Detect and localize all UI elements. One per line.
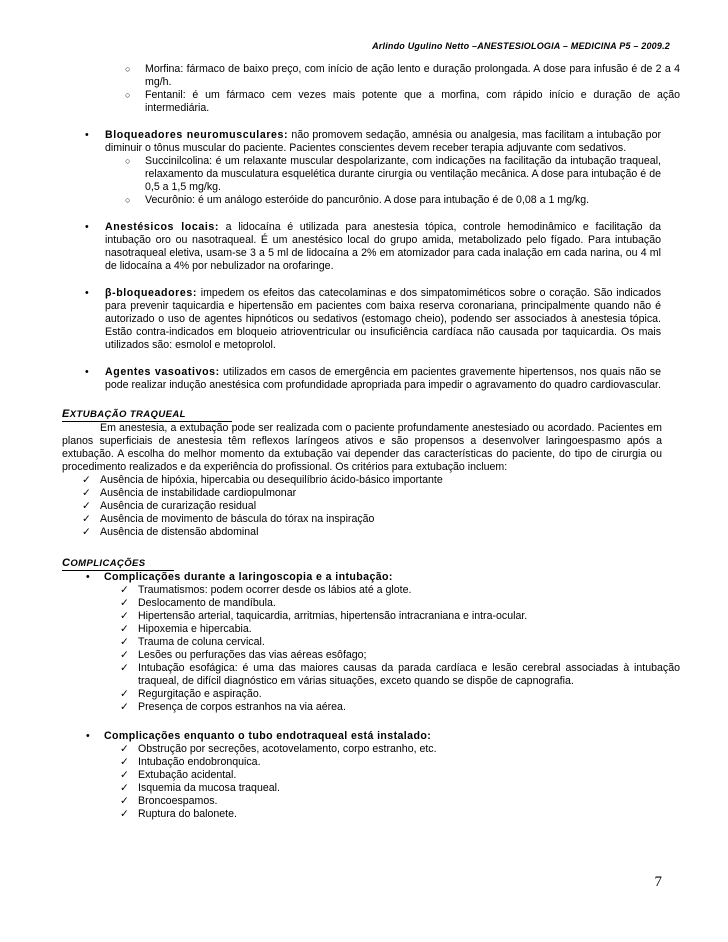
sub-item-text: Vecurônio: é um análogo esteróide do pancurônio. A dose para intubação é de 0,08 a 1 mg/kg.	[145, 194, 590, 206]
complication-item: ✓ Ruptura do balonete.	[120, 808, 237, 820]
section-extubacao	[62, 408, 662, 539]
checkmark-icon: ✓	[120, 795, 129, 807]
checkmark-icon: ✓	[120, 769, 129, 781]
criteria-item: ✓ Ausência de curarização residual	[82, 500, 257, 512]
checkmark-icon: ✓	[120, 756, 129, 768]
complication-item: ✓ Broncoespamos.	[120, 795, 218, 807]
checkmark-icon: ✓	[120, 662, 129, 674]
checkmark-icon: ✓	[120, 808, 129, 820]
checkmark-icon: ✓	[120, 782, 129, 794]
criteria-item: ✓ Ausência de hipóxia, hipercabia ou desequilíbrio ácido-básico importante	[82, 474, 443, 486]
sub-item-vecuronio	[125, 194, 661, 207]
complication-group-title: • Complicações durante a laringoscopia e a intubação:	[86, 571, 393, 583]
bullet-text: utilizados em casos de emergência em pacientes gravemente hipertensos, nos quais não se pode realizar indução anestésica com profundidade apropriada para impedir o agravamento do quadro cardiovascular.	[105, 366, 661, 391]
bullet-term: Bloqueadores neuromusculares:	[105, 129, 289, 141]
circle-bullet-icon: ○	[125, 90, 131, 100]
bullet-anestesicos-locais	[85, 221, 661, 273]
complication-item: ✓ Lesões ou perfurações das vias aéreas esôfago;	[120, 649, 367, 661]
sub-item-text: Morfina: fármaco de baixo preço, com início de ação lento e duração prolongada. A dose para infusão é de 2 a 4 mg/h.	[145, 63, 680, 88]
checkmark-icon: ✓	[120, 610, 129, 622]
bullet-icon: •	[86, 730, 91, 742]
checkmark-icon: ✓	[120, 649, 129, 661]
checkmark-icon: ✓	[120, 584, 129, 596]
bullet-icon: •	[85, 287, 89, 299]
bullet-term: Anestésicos locais:	[105, 221, 220, 233]
complication-item: ✓ Traumatismos: podem ocorrer desde os lábios até a glote.	[120, 584, 412, 596]
checkmark-icon: ✓	[82, 513, 91, 525]
bullet-text: impedem os efeitos das catecolaminas e dos simpatomiméticos sobre o coração. São indicados para prevenir taquicardia e hipertensão em pacientes com baixa reserva coronariana, principalmente quando não é autorizado o uso de agentes hipnóticos ou sedativos (estomago cheio), podendo ser associados à anestesia tópica. Estão contra-indicados em bloqueio atrioventricular ou insuficiência cardíaca não causada por taquicardia. Os mais utilizados são: esmolol e metoprolol.	[105, 287, 661, 351]
bullet-icon: •	[85, 221, 89, 233]
checkmark-icon: ✓	[82, 500, 91, 512]
bullet-bloqueadores	[85, 129, 661, 207]
section-title: EXTUBAÇÃO TRAQUEAL	[62, 408, 232, 422]
sub-item-succinilcolina	[125, 155, 661, 194]
bullet-beta-bloqueadores	[85, 287, 661, 352]
bullet-icon: •	[85, 129, 89, 141]
checkmark-icon: ✓	[82, 526, 91, 538]
checkmark-icon: ✓	[120, 688, 129, 700]
sub-item-fentanil	[125, 89, 680, 115]
checkmark-icon: ✓	[120, 636, 129, 648]
criteria-item: ✓ Ausência de distensão abdominal	[82, 526, 259, 538]
criteria-item: ✓ Ausência de instabilidade cardiopulmonar	[82, 487, 297, 499]
complication-item: ✓ Isquemia da mucosa traqueal.	[120, 782, 280, 794]
checkmark-icon: ✓	[82, 474, 91, 486]
section-paragraph: Em anestesia, a extubação pode ser realizada com o paciente profundamente anestesiado ou acordado. Pacientes em planos superficiais de anestesia têm reflexos laríngeos ativos e são propensos a desenvolver laringoespasmo após a extubação. A escolha do melhor momento da extubação vai depender das características do paciente, do tipo de cirurgia ou procedimento realizados e da experiência do profissional. Os critérios para extubação incluem:	[62, 422, 662, 473]
page-content	[0, 63, 728, 821]
sub-item-morfina	[125, 63, 680, 89]
complication-item: ✓ Obstrução por secreções, acotovelamento, corpo estranho, etc.	[120, 743, 437, 755]
bullet-agentes-vasoativos	[85, 366, 661, 392]
running-header: Arlindo Ugulino Netto –ANESTESIOLOGIA – MEDICINA P5 – 2009.2	[372, 41, 670, 51]
bullet-icon: •	[85, 366, 89, 378]
complication-item: ✓ Presença de corpos estranhos na via aérea.	[120, 701, 346, 713]
complication-item: ✓ Hipertensão arterial, taquicardia, arritmias, hipertensão intracraniana e intra-ocular.	[120, 610, 528, 622]
sub-item-text: Succinilcolina: é um relaxante muscular despolarizante, com indicações na facilitação da intubação traqueal, relaxamento da musculatura esquelética durante cirurgia ou ventilação mecânica. A dose para intubação é de 0,5 a 1,5 mg/kg.	[145, 155, 661, 193]
checkmark-icon: ✓	[120, 597, 129, 609]
complication-group-title: • Complicações enquanto o tubo endotraqueal está instalado:	[86, 730, 432, 742]
bullet-text: a lidocaína é utilizada para anestesia tópica, controle hemodinâmico e facilitação da intubação oro ou nasotraqueal. É um anestésico local do grupo amida, metabolizado pelo fígado. Para intubação nasotraqueal eletiva, usam-se 3 a 5 ml de lidocaína a 2% em atomizador para cada inalação em cada narina, ou 4 ml de lidocaína a 4% por nebulizador na orofaringe.	[105, 221, 661, 272]
checkmark-icon: ✓	[120, 701, 129, 713]
circle-bullet-icon: ○	[125, 156, 131, 166]
complication-item: ✓ Intubação endobronquica.	[120, 756, 261, 768]
bullet-text: não promovem sedação, amnésia ou analgesia, mas facilitam a intubação por diminuir o tônus muscular do paciente. Pacientes conscientes devem receber terapia adjuvante com sedativos.	[105, 129, 661, 154]
complication-item: ✓ Trauma de coluna cervical.	[120, 636, 265, 648]
page-number: 7	[654, 874, 662, 890]
bullet-term: Agentes vasoativos:	[105, 366, 220, 378]
complication-item: ✓ Regurgitação e aspiração.	[120, 688, 262, 700]
bullet-term: β-bloqueadores:	[105, 287, 197, 299]
complication-item: ✓ Hipoxemia e hipercabia.	[120, 623, 252, 635]
checkmark-icon: ✓	[82, 487, 91, 499]
criteria-item: ✓ Ausência de movimento de báscula do tórax na inspiração	[82, 513, 375, 525]
circle-bullet-icon: ○	[125, 64, 131, 74]
checkmark-icon: ✓	[120, 743, 129, 755]
checkmark-icon: ✓	[120, 623, 129, 635]
section-title: COMPLICAÇÕES	[62, 557, 174, 571]
circle-bullet-icon: ○	[125, 195, 131, 205]
complication-item: ✓ Extubação acidental.	[120, 769, 237, 781]
section-complicacoes	[62, 557, 662, 571]
complication-item: ✓ Deslocamento de mandíbula.	[120, 597, 276, 609]
sub-item-text: Fentanil: é um fármaco cem vezes mais potente que a morfina, com rápido início e duração de ação intermediária.	[145, 89, 680, 114]
complication-item: ✓ Intubação esofágica: é uma das maiores causas da parada cardíaca e lesão cerebral associadas à intubação traqueal, de difícil diagnóstico em várias situações, exceto quando se dispõe de capnografia.	[120, 662, 680, 687]
bullet-icon: •	[86, 571, 91, 583]
